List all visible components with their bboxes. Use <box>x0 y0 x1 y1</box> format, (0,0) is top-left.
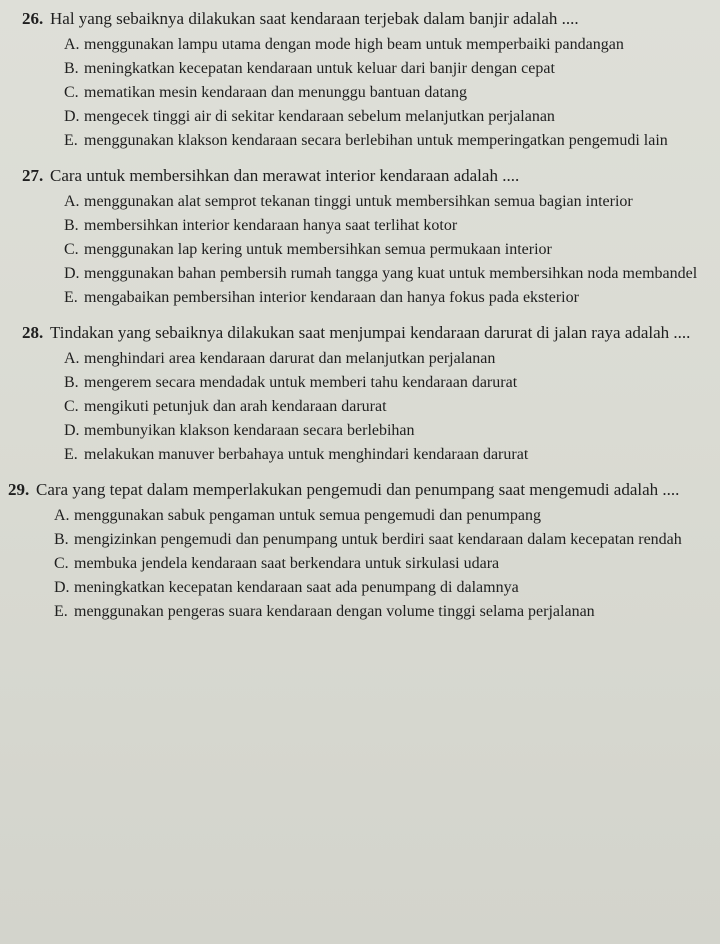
question-text: Cara untuk membersihkan dan merawat interior kendaraan adalah .... <box>50 166 520 185</box>
option-text: membuka jendela kendaraan saat berkendara untuk sirkulasi udara <box>74 555 500 572</box>
question-number: 26. <box>22 9 44 28</box>
option-letter: B. <box>64 217 79 234</box>
option-list <box>22 348 710 465</box>
option-letter: D. <box>64 422 80 439</box>
option-letter: D. <box>64 265 80 282</box>
option-text: membunyikan klakson kendaraan secara berlebihan <box>84 422 415 439</box>
option-letter: A. <box>64 36 80 53</box>
option-letter: B. <box>54 531 69 548</box>
option-text: menggunakan bahan pembersih rumah tangga yang kuat untuk membersihkan noda membandel <box>84 265 698 282</box>
question-number: 28. <box>22 323 44 342</box>
option-letter: A. <box>64 193 80 210</box>
question-26 <box>6 8 710 151</box>
option-letter: C. <box>64 241 79 258</box>
option-letter: B. <box>64 374 79 391</box>
option-text: mengabaikan pembersihan interior kendaraan dan hanya fokus pada eksterior <box>84 289 579 306</box>
question-27 <box>6 165 710 308</box>
option-list <box>22 34 710 151</box>
option-letter: E. <box>54 603 68 620</box>
option-text: menggunakan alat semprot tekanan tinggi untuk membersihkan semua bagian interior <box>84 193 633 210</box>
question-text: Cara yang tepat dalam memperlakukan pengemudi dan penumpang saat mengemudi adalah .... <box>36 480 680 499</box>
question-29 <box>6 479 710 622</box>
option-b <box>54 529 710 550</box>
option-a <box>64 348 710 369</box>
option-text: meningkatkan kecepatan kendaraan saat ada penumpang di dalamnya <box>74 579 519 596</box>
option-b <box>64 372 710 393</box>
option-letter: E. <box>64 446 78 463</box>
option-c <box>64 396 710 417</box>
question-text: Tindakan yang sebaiknya dilakukan saat menjumpai kendaraan darurat di jalan raya adalah .... <box>50 323 691 342</box>
option-text: mematikan mesin kendaraan dan menunggu bantuan datang <box>84 84 467 101</box>
option-text: mengizinkan pengemudi dan penumpang untuk berdiri saat kendaraan dalam kecepatan rendah <box>74 531 682 548</box>
option-text: menghindari area kendaraan darurat dan melanjutkan perjalanan <box>84 350 496 367</box>
option-text: mengecek tinggi air di sekitar kendaraan sebelum melanjutkan perjalanan <box>84 108 555 125</box>
question-stem <box>22 165 710 187</box>
option-d <box>64 263 710 284</box>
option-letter: D. <box>64 108 80 125</box>
option-e <box>64 287 710 308</box>
option-d <box>64 420 710 441</box>
option-text: membersihkan interior kendaraan hanya saat terlihat kotor <box>84 217 458 234</box>
option-a <box>64 34 710 55</box>
question-stem <box>22 8 710 30</box>
option-text: melakukan manuver berbahaya untuk menghindari kendaraan darurat <box>84 446 529 463</box>
option-letter: C. <box>64 84 79 101</box>
option-c <box>64 239 710 260</box>
option-text: meningkatkan kecepatan kendaraan untuk keluar dari banjir dengan cepat <box>84 60 555 77</box>
option-c <box>64 82 710 103</box>
question-stem <box>22 322 710 344</box>
question-number: 27. <box>22 166 44 185</box>
option-text: menggunakan sabuk pengaman untuk semua pengemudi dan penumpang <box>74 507 541 524</box>
question-text: Hal yang sebaiknya dilakukan saat kendaraan terjebak dalam banjir adalah .... <box>50 9 579 28</box>
option-letter: D. <box>54 579 70 596</box>
option-d <box>64 106 710 127</box>
option-letter: A. <box>64 350 80 367</box>
option-letter: E. <box>64 132 78 149</box>
option-letter: B. <box>64 60 79 77</box>
option-e <box>64 444 710 465</box>
option-b <box>64 215 710 236</box>
option-text: mengerem secara mendadak untuk memberi tahu kendaraan darurat <box>84 374 518 391</box>
option-d <box>54 577 710 598</box>
option-letter: C. <box>54 555 69 572</box>
option-letter: E. <box>64 289 78 306</box>
option-b <box>64 58 710 79</box>
option-text: menggunakan lap kering untuk membersihkan semua permukaan interior <box>84 241 552 258</box>
option-text: mengikuti petunjuk dan arah kendaraan darurat <box>84 398 387 415</box>
question-number: 29. <box>8 480 30 499</box>
option-a <box>54 505 710 526</box>
option-e <box>64 130 710 151</box>
option-c <box>54 553 710 574</box>
option-text: menggunakan lampu utama dengan mode high beam untuk memperbaiki pandangan <box>84 36 624 53</box>
option-text: menggunakan klakson kendaraan secara berlebihan untuk memperingatkan pengemudi lain <box>84 132 668 149</box>
option-list <box>8 505 710 622</box>
option-letter: A. <box>54 507 70 524</box>
question-28 <box>6 322 710 465</box>
option-list <box>22 191 710 308</box>
question-stem <box>8 479 710 501</box>
option-a <box>64 191 710 212</box>
option-letter: C. <box>64 398 79 415</box>
option-e <box>54 601 710 622</box>
option-text: menggunakan pengeras suara kendaraan dengan volume tinggi selama perjalanan <box>74 603 595 620</box>
